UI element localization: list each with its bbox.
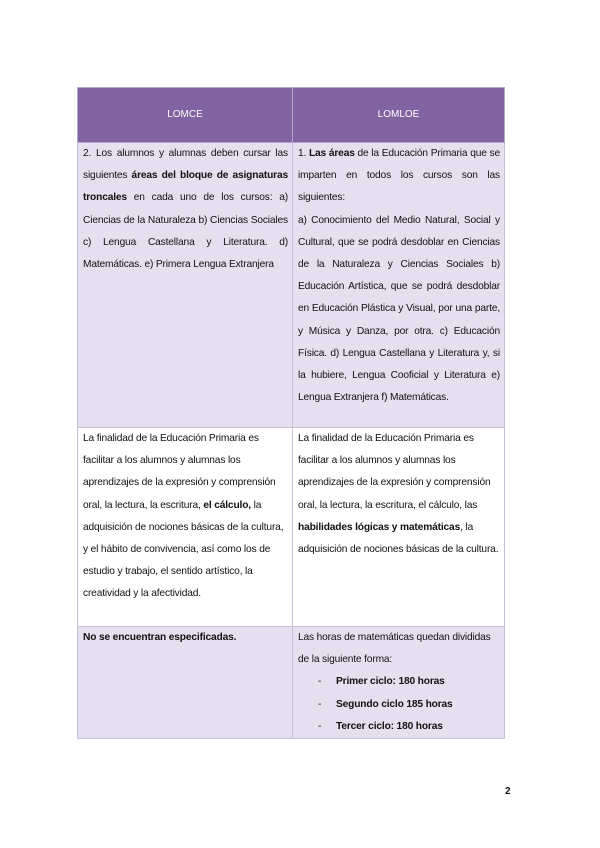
- hours-list: [298, 671, 500, 738]
- list-item: - Tercer ciclo: 180 horas: [318, 720, 443, 732]
- list-item: - Segundo ciclo 185 horas: [318, 698, 453, 710]
- cell-lomce-areas: 2. Los alumnos y alumnas deben cursar las siguientes áreas del bloque de asignaturas troncales en cada uno de los cursos: a) Ciencias de la Naturaleza b) Ciencias Sociales c) Lengua Castellana y Literatura. d) Matemáticas. e) Primera Lengua Extranjera: [78, 143, 293, 428]
- table-row-horas: [78, 627, 505, 739]
- list-item: - Primer ciclo: 180 horas: [318, 676, 445, 688]
- comparison-table: [77, 87, 505, 739]
- cell-lomce-finalidad: La finalidad de la Educación Primaria es facilitar a los alumnos y alumnas los aprendizajes de la expresión y comprensión oral, la lectura, la escritura, el cálculo, la adquisición de nociones básicas de la cultura, y el hábito de convivencia, así como los de estudio y trabajo, el sentido artístico, la creatividad y la afectividad.: [78, 428, 293, 627]
- header-lomce: LOMCE: [78, 88, 293, 143]
- cell-lomloe-areas: 1. Las áreas de la Educación Primaria que se imparten en todos los cursos son las siguientes: a) Conocimiento del Medio Natural, Social y Cultural, que se podrá desdoblar en Ciencias de la Naturaleza y Ciencias Sociales b) Educación Artística, que se podrá desdoblar en Educación Plástica y Visual, por una parte, y Música y Danza, por otra. c) Educación Física. d) Lengua Castellana y Literatura y, si la hubiere, Lengua Cooficial y Literatura e) Lengua Extranjera f) Matemáticas.: [293, 143, 505, 428]
- header-lomloe: LOMLOE: [293, 88, 505, 143]
- table-row-areas: [78, 143, 505, 428]
- page-number: 2: [505, 786, 511, 797]
- cell-lomce-horas: No se encuentran especificadas.: [78, 627, 293, 739]
- table-header-row: [78, 88, 505, 143]
- cell-lomloe-horas: [293, 627, 505, 739]
- hours-intro: Las horas de matemáticas quedan divididas de la siguiente forma:: [298, 632, 491, 666]
- cell-lomloe-finalidad: La finalidad de la Educación Primaria es facilitar a los alumnos y alumnas los aprendizajes de la expresión y comprensión oral, la lectura, la escritura, el cálculo, las habilidades lógicas y matemáticas, la adquisición de nociones básicas de la cultura.: [293, 428, 505, 627]
- table-row-finalidad: [78, 428, 505, 627]
